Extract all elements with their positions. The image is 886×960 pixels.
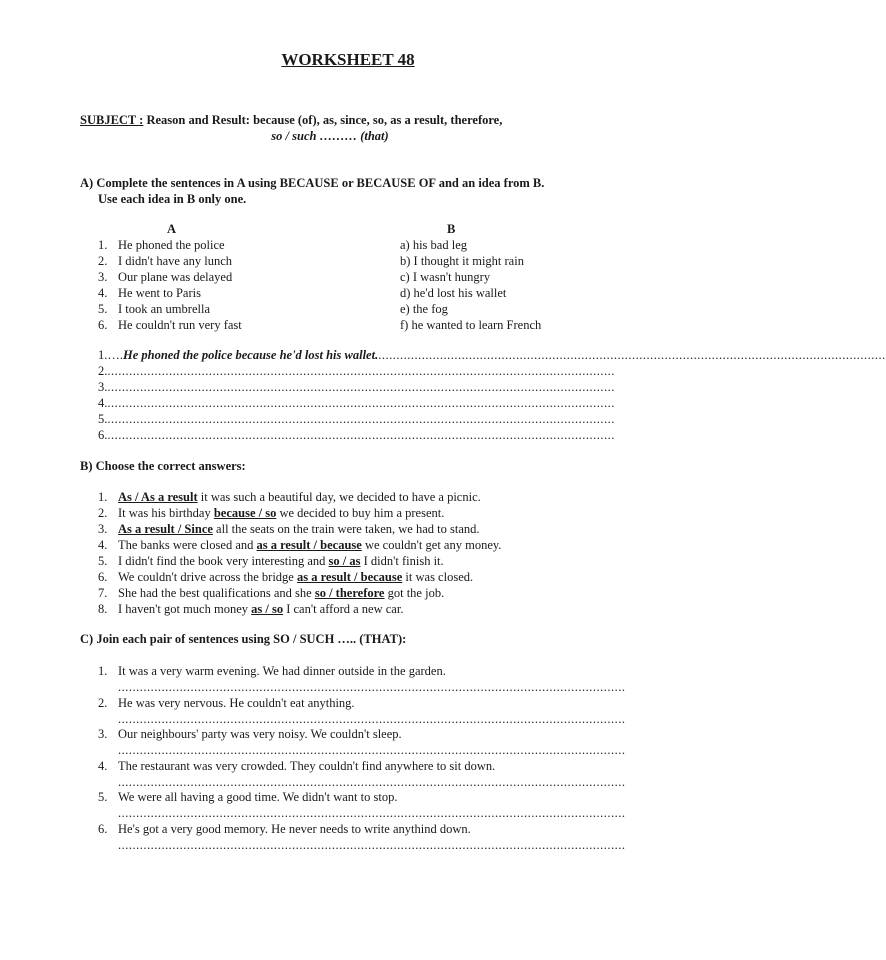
item-number: 6. (98, 318, 108, 332)
question-text (98, 821, 568, 837)
join-item (98, 663, 626, 695)
item-number: 6. (98, 428, 108, 442)
item-text: He couldn't run very fast (118, 318, 242, 332)
section-c-heading: C) Join each pair of sentences using SO / SUCH ….. (THAT): (80, 632, 407, 646)
question-text (98, 726, 568, 742)
item-number: 4. (98, 286, 108, 300)
question-text-before: I haven't got much money (118, 602, 252, 616)
item-text: I didn't have any lunch (118, 254, 233, 268)
section-a-heading: A) Complete the sentences in A using BECAUSE or BECAUSE OF and an idea from B. (80, 176, 545, 190)
worksheet-title: WORKSHEET 48 (281, 50, 415, 69)
answer-choice[interactable]: as a result / because (296, 570, 403, 584)
question-sentence: He was very nervous. He couldn't eat anything. (118, 695, 355, 710)
question-text-before: I didn't find the book very interesting and (118, 554, 329, 568)
answer-choice[interactable]: as a result / because (256, 538, 362, 552)
question-text (98, 663, 568, 679)
answer-line[interactable] (98, 347, 886, 363)
item-number: 5. (98, 790, 108, 804)
item-number: 8. (98, 602, 108, 616)
question-text-after: got the job. (384, 586, 445, 600)
item-number: 3. (98, 522, 108, 536)
join-item (98, 726, 626, 758)
question-item (98, 585, 501, 601)
column-b-item: f) he wanted to learn French (400, 318, 542, 332)
question-text (98, 758, 568, 774)
question-text-after: it was such a beautiful day, we decided to have a picnic. (197, 490, 481, 504)
question-text-after: all the seats on the train were taken, we had to stand. (212, 522, 480, 536)
dots: ............................................................................................................................................ (107, 396, 615, 410)
subject-line-2: so / such ……… (that) (271, 129, 389, 143)
answer-choice[interactable]: as / so (251, 602, 284, 616)
question-text-before: She had the best qualifications and she (118, 586, 315, 600)
subject-label: SUBJECT : (80, 113, 144, 127)
column-a-item (98, 317, 242, 333)
answer-line[interactable]: ............................................................................................................................................ (118, 806, 626, 820)
item-number: 6. (98, 570, 108, 584)
column-a-item (98, 285, 242, 301)
answer-line[interactable]: ............................................................................................................................................ (118, 711, 626, 726)
answer-line[interactable] (98, 395, 615, 411)
answer-choice[interactable]: so / therefore (314, 586, 385, 600)
item-number: 2. (98, 695, 108, 710)
column-b-list (400, 237, 541, 333)
item-number: 6. (98, 821, 108, 836)
item-number: 2. (98, 254, 108, 268)
column-b-item: c) I wasn't hungry (400, 270, 491, 284)
column-b-header: B (447, 222, 456, 236)
question-item (98, 569, 501, 585)
column-a-item (98, 301, 242, 317)
answer-choice[interactable]: As / As a result (118, 490, 198, 504)
join-item (98, 695, 626, 727)
dots: ............................................................................................................................................ (107, 380, 615, 394)
example-answer: He phoned the police because he'd lost his wallet. (123, 348, 379, 362)
dots: …. (107, 348, 123, 362)
question-sentence: He's got a very good memory. He never needs to write anythind down. (118, 821, 471, 836)
question-sentence: Our neighbours' party was very noisy. We couldn't sleep. (118, 727, 402, 741)
question-sentence: The restaurant was very crowded. They couldn't find anywhere to sit down. (118, 758, 496, 773)
section-a-heading-2: Use each idea in B only one. (98, 192, 247, 206)
join-item (98, 789, 626, 821)
question-text-after: it was closed. (402, 570, 474, 584)
item-number: 4. (98, 396, 108, 410)
answer-line[interactable] (98, 411, 615, 427)
column-b-item: b) I thought it might rain (400, 254, 524, 268)
answer-choice[interactable]: As a result / Since (118, 522, 213, 536)
section-b-list (98, 489, 501, 617)
question-item (98, 601, 501, 617)
dots: ............................................................................................................................................ (107, 412, 615, 426)
item-number: 1. (98, 490, 108, 504)
answer-line[interactable]: ............................................................................................................................................ (118, 680, 626, 694)
item-number: 4. (98, 758, 108, 773)
join-item (98, 821, 626, 853)
answer-choice[interactable]: because / so (213, 506, 277, 520)
item-number: 5. (98, 302, 108, 316)
item-number: 1. (98, 664, 108, 678)
item-number: 7. (98, 586, 108, 600)
question-text-before: The banks were closed and (118, 538, 257, 552)
question-text (98, 789, 568, 805)
item-number: 3. (98, 380, 108, 394)
column-b-item: a) his bad leg (400, 238, 467, 252)
item-number: 1. (98, 238, 108, 252)
answer-line[interactable]: ............................................................................................................................................ (118, 837, 626, 852)
item-number: 4. (98, 538, 108, 552)
question-text-after: I didn't finish it. (360, 554, 444, 568)
question-item (98, 489, 501, 505)
column-b-item: d) he'd lost his wallet (400, 286, 507, 300)
answer-line[interactable] (98, 379, 615, 395)
item-text: He phoned the police (118, 238, 225, 252)
item-number: 3. (98, 727, 108, 741)
item-number: 2. (98, 506, 108, 520)
dots: ............................................................................................................................................ (378, 348, 886, 362)
item-text: I took an umbrella (118, 302, 210, 316)
item-number: 2. (98, 364, 108, 378)
answer-line[interactable]: ............................................................................................................................................ (118, 743, 626, 757)
item-number: 5. (98, 554, 108, 568)
column-b-item: e) the fog (400, 302, 448, 316)
answer-lines-a (98, 347, 886, 443)
question-sentence: We were all having a good time. We didn't want to stop. (118, 790, 398, 804)
answer-choice[interactable]: so / as (328, 554, 361, 568)
question-text-after: I can't afford a new car. (283, 602, 404, 616)
question-item (98, 521, 501, 537)
question-sentence: It was a very warm evening. We had dinner outside in the garden. (118, 664, 446, 678)
question-text-before: We couldn't drive across the bridge (118, 570, 297, 584)
column-a-header: A (167, 222, 177, 236)
item-number: 5. (98, 412, 108, 426)
question-text-before: It was his birthday (118, 506, 214, 520)
item-text: Our plane was delayed (118, 270, 233, 284)
dots: ............................................................................................................................................ (107, 428, 615, 442)
column-a-item (98, 237, 242, 253)
column-a-item (98, 253, 242, 269)
item-number: 3. (98, 270, 108, 284)
join-item (98, 758, 626, 790)
answer-line[interactable] (98, 363, 615, 379)
question-text-after: we couldn't get any money. (361, 538, 502, 552)
question-text (98, 695, 568, 711)
item-text: He went to Paris (118, 286, 201, 300)
question-item (98, 505, 501, 521)
answer-line[interactable] (98, 427, 615, 443)
question-item (98, 553, 501, 569)
subject-line (80, 113, 502, 128)
section-c-list (98, 663, 626, 852)
section-b-heading: B) Choose the correct answers: (80, 459, 246, 473)
answer-line[interactable]: ............................................................................................................................................ (118, 774, 626, 789)
column-a-list (98, 237, 242, 333)
subject-text: Reason and Result: because (of), as, since, so, as a result, therefore, (146, 113, 503, 127)
dots: ............................................................................................................................................ (107, 364, 615, 378)
column-a-item (98, 269, 242, 285)
question-item (98, 537, 501, 553)
item-number: 1. (98, 348, 108, 362)
question-text-after: we decided to buy him a present. (276, 506, 445, 520)
